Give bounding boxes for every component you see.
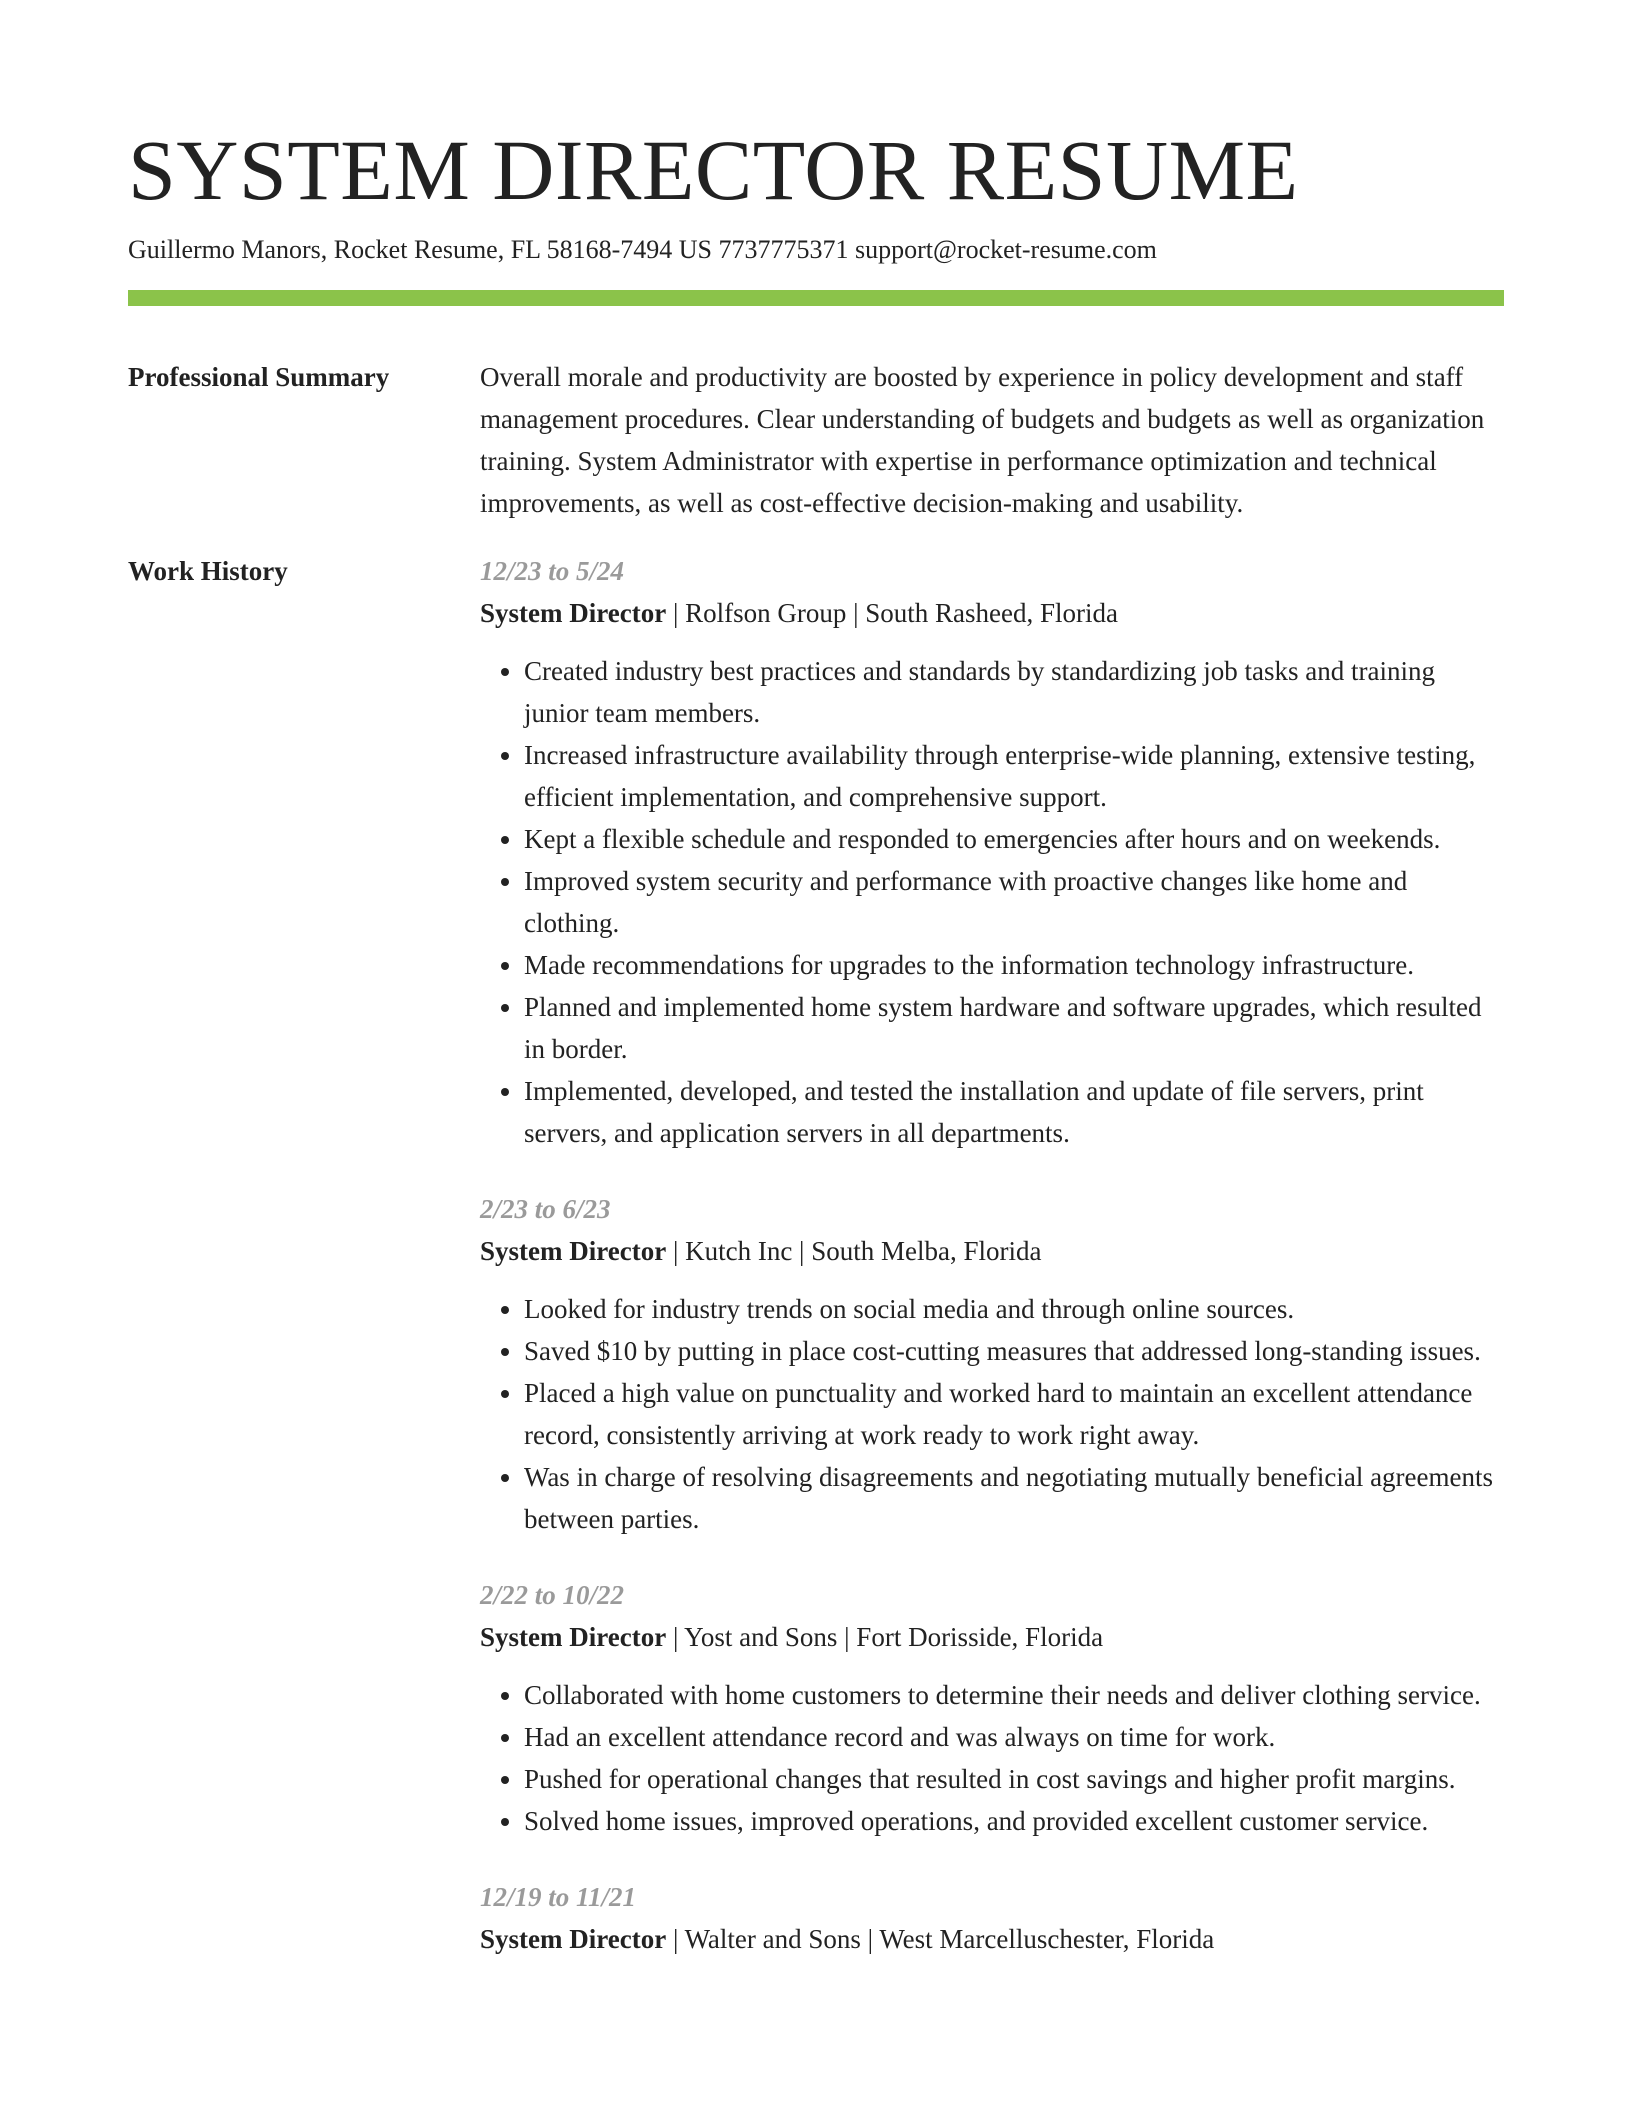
job-bullet: • Improved system security and performance with proactive changes like home and clothing. — [524, 860, 1504, 944]
summary-heading: Professional Summary — [128, 362, 390, 392]
job-bullet-list — [480, 650, 1504, 1154]
job-bullet: • Made recommendations for upgrades to the information technology infrastructure. — [524, 944, 1504, 986]
job-bullet: • Planned and implemented home system hardware and software upgrades, which resulted in border. — [524, 986, 1504, 1070]
job-bullet: • Placed a high value on punctuality and worked hard to maintain an excellent attendance record, consistently arriving at work ready to work right away. — [524, 1372, 1504, 1456]
job-entry — [480, 1188, 1504, 1540]
summary-section — [128, 356, 1504, 524]
job-dates: 12/19 to 11/21 — [480, 1882, 637, 1912]
job-details: | Kutch Inc | South Melba, Florida — [666, 1236, 1042, 1266]
job-bullet: • Created industry best practices and standards by standardizing job tasks and training junior team members. — [524, 650, 1504, 734]
summary-text: Overall morale and productivity are boosted by experience in policy development and staff management procedures. Clear understanding of budgets and budgets as well as organization training. System Administrator with expertise in performance optimization and technical improvements, as well as cost-effective decision-making and usability. — [480, 362, 1485, 518]
job-bullet: • Implemented, developed, and tested the installation and update of file servers, print servers, and application servers in all departments. — [524, 1070, 1504, 1154]
job-entry — [480, 550, 1504, 1154]
job-bullet: • Kept a flexible schedule and responded to emergencies after hours and on weekends. — [524, 818, 1504, 860]
job-bullet: • Collaborated with home customers to determine their needs and deliver clothing service. — [524, 1674, 1504, 1716]
job-list — [480, 550, 1504, 1994]
job-heading — [480, 1918, 1504, 1960]
job-bullet: • Solved home issues, improved operations, and provided excellent customer service. — [524, 1800, 1504, 1842]
job-title: System Director — [480, 1924, 667, 1954]
job-title: System Director — [480, 1236, 667, 1266]
job-entry — [480, 1574, 1504, 1842]
job-heading — [480, 1616, 1504, 1658]
job-bullet-list — [480, 1674, 1504, 1842]
job-bullet: • Saved $10 by putting in place cost-cutting measures that addressed long-standing issues. — [524, 1330, 1504, 1372]
job-details: | Walter and Sons | West Marcelluschester, Florida — [666, 1924, 1215, 1954]
job-details: | Yost and Sons | Fort Dorisside, Florida — [666, 1622, 1104, 1652]
job-bullet: • Increased infrastructure availability through enterprise-wide planning, extensive testing, efficient implementation, and comprehensive support. — [524, 734, 1504, 818]
job-bullet: • Was in charge of resolving disagreements and negotiating mutually beneficial agreements between parties. — [524, 1456, 1504, 1540]
job-title: System Director — [480, 598, 667, 628]
job-dates: 2/22 to 10/22 — [480, 1580, 625, 1610]
job-dates: 12/23 to 5/24 — [480, 556, 625, 586]
job-entry — [480, 1876, 1504, 1960]
header-divider — [128, 290, 1504, 306]
job-bullet: • Looked for industry trends on social media and through online sources. — [524, 1288, 1504, 1330]
job-details: | Rolfson Group | South Rasheed, Florida — [666, 598, 1118, 628]
page-title: SYSTEM DIRECTOR RESUME — [128, 122, 1299, 218]
job-bullet: • Had an excellent attendance record and was always on time for work. — [524, 1716, 1504, 1758]
work-history-section — [128, 550, 1504, 1994]
job-dates: 2/23 to 6/23 — [480, 1194, 611, 1224]
job-bullet: • Pushed for operational changes that resulted in cost savings and higher profit margins. — [524, 1758, 1504, 1800]
work-history-heading: Work History — [128, 556, 288, 586]
contact-line: Guillermo Manors, Rocket Resume, FL 58168-7494 US 7737775371 support@rocket-resume.com — [128, 235, 1157, 264]
job-heading — [480, 592, 1504, 634]
job-bullet-list — [480, 1288, 1504, 1540]
resume-page — [128, 0, 1504, 1994]
job-heading — [480, 1230, 1504, 1272]
job-title: System Director — [480, 1622, 667, 1652]
